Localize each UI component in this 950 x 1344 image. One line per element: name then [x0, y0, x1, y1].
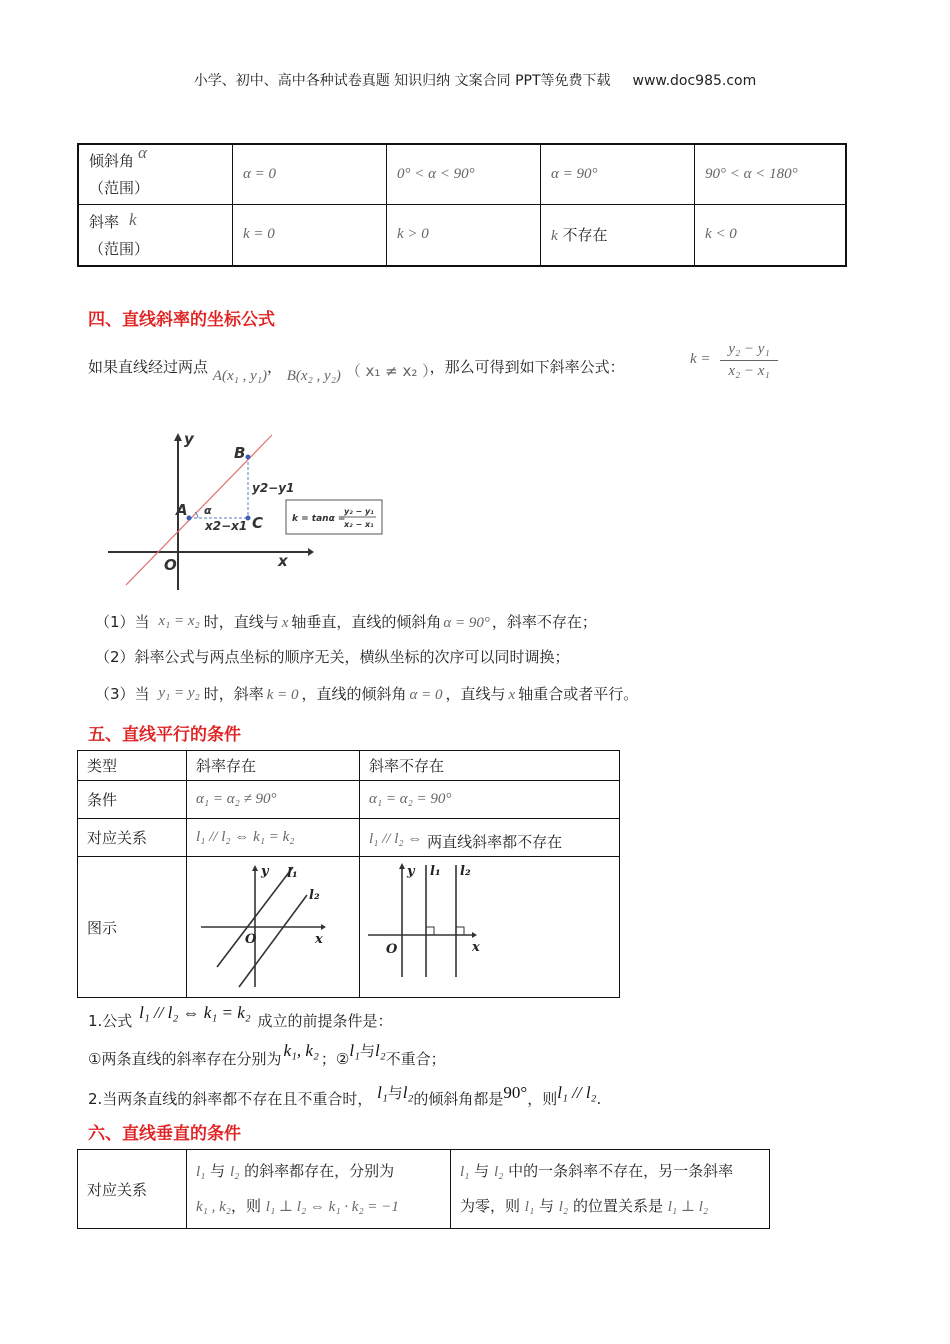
parallel-header: 类型 [78, 751, 187, 781]
svg-text:y: y [407, 864, 415, 879]
slope-diagram [108, 430, 398, 595]
section5-title: 五、直线平行的条件 [88, 725, 241, 745]
svg-text:l₁: l₁ [287, 866, 298, 881]
parallel-row-label: 条件 [78, 781, 187, 819]
formula-box-num: y₂ − y₁ [344, 507, 374, 516]
parallel-table [77, 750, 620, 998]
table1-cell: k 不存在 [541, 204, 695, 266]
parallel-row-label: 图示 [78, 857, 187, 998]
axis-x-label: x [278, 552, 288, 570]
svg-text:x: x [315, 932, 323, 947]
formula-box-lhs: k = tanα = [292, 514, 346, 524]
header-text: 小学、初中、高中各种试卷真题 知识归纳 文案合同 PPT等免费下载 [193, 73, 611, 89]
perpendicular-label: 对应关系 [78, 1150, 187, 1229]
svg-text:x: x [472, 940, 480, 955]
parallel-figure-2 [360, 857, 620, 998]
parallel-lines-figure [187, 857, 359, 993]
parallel-cell: α₁ = α₂ = 90° [360, 781, 620, 819]
svg-text:l₁: l₁ [430, 864, 441, 879]
parallel-cell: l₁ // l₂ ⇔ k₁ = k₂ [187, 819, 360, 857]
note-parallel-3: 2.当两条直线的斜率都不存在且不重合时， l₁与l₂的倾斜角都是90°，则l₁ // l₂. [88, 1083, 602, 1108]
parallel-cell: l₁ // l₂ ⇔ 两直线斜率都不存在 [360, 819, 620, 857]
svg-text:l₂: l₂ [309, 888, 320, 903]
angle-arc [195, 512, 198, 518]
table1-cell: k = 0 [233, 204, 387, 266]
parallel-header: 斜率存在 [187, 751, 360, 781]
svg-text:O: O [386, 942, 398, 957]
axis-y-label: y [184, 430, 194, 448]
table1-row1-label: 倾斜角 α （范围） [78, 144, 233, 204]
point-b-label: B [234, 444, 246, 462]
table1-cell: α = 90° [541, 144, 695, 204]
table1-cell: 90° < α < 180° [695, 144, 847, 204]
parallel-header: 斜率不存在 [360, 751, 620, 781]
vertical-lines-figure [360, 857, 540, 993]
table1-cell: α = 0 [233, 144, 387, 204]
note-parallel-2: ①两条直线的斜率存在分别为 k₁, k₂ ；②l₁与l₂不重合； [88, 1041, 446, 1068]
note-1: （1）当 x₁ = x₂ 时，直线与 x 轴垂直，直线的倾斜角 α = 90° ，斜率不存在； [95, 613, 597, 631]
dy-label: y2−y1 [252, 481, 295, 495]
note-2: （2）斜率公式与两点坐标的顺序无关，横纵坐标的次序可以同时调换； [95, 648, 570, 666]
parallel-row-label: 对应关系 [78, 819, 187, 857]
parallel-cell: α₁ = α₂ ≠ 90° [187, 781, 360, 819]
svg-text:l₂: l₂ [460, 864, 471, 879]
note-3: （3）当 y₁ = y₂ 时，斜率 k = 0 ，直线的倾斜角 α = 0 ，直线与 x 轴重合或者平行。 [95, 685, 639, 703]
origin-label: O [164, 556, 177, 574]
point-b-dot [246, 455, 251, 460]
table1-cell: k < 0 [695, 204, 847, 266]
section4-intro: 如果直线经过两点 A(x₁ , y₁)， B(x₂ , y₂) （ x₁ ≠ x₂ ），那么可得到如下斜率公式： [88, 358, 625, 384]
page-header [0, 70, 950, 90]
table1-row2-label: 斜率 k （范围） [78, 204, 233, 266]
section4-title: 四、直线斜率的坐标公式 [88, 310, 275, 330]
perpendicular-cell-1: l₁ 与 l₂ 的斜率都存在，分别为 k₁ , k₂，则 l₁ ⊥ l₂ ⇔ k₁ · k₂ = −1 [187, 1150, 451, 1229]
point-c-label: C [252, 514, 264, 532]
note-parallel-1: 1.公式 l₁ // l₂ ⇔ k₁ = k₂ 成立的前提条件是： [88, 1003, 393, 1030]
formula-box-den: x₂ − x₁ [344, 520, 374, 529]
perpendicular-table [77, 1149, 770, 1229]
dx-label: x2−x1 [205, 519, 248, 533]
perpendicular-cell-2: l₁ 与 l₂ 中的一条斜率不存在，另一条斜率 为零，则 l₁ 与 l₂ 的位置关系是 l₁ ⊥ l₂ [451, 1150, 770, 1229]
header-site-link[interactable]: www.doc985.com [632, 73, 757, 89]
point-a-label: A [176, 501, 188, 519]
parallel-figure-1 [187, 857, 360, 998]
table1-cell: k > 0 [387, 204, 541, 266]
svg-text:y: y [261, 864, 269, 879]
svg-text:O: O [245, 932, 257, 947]
angle-slope-table [77, 143, 847, 267]
table1-cell: 0° < α < 90° [387, 144, 541, 204]
section6-title: 六、直线垂直的条件 [88, 1124, 241, 1144]
angle-label: α [204, 504, 212, 517]
